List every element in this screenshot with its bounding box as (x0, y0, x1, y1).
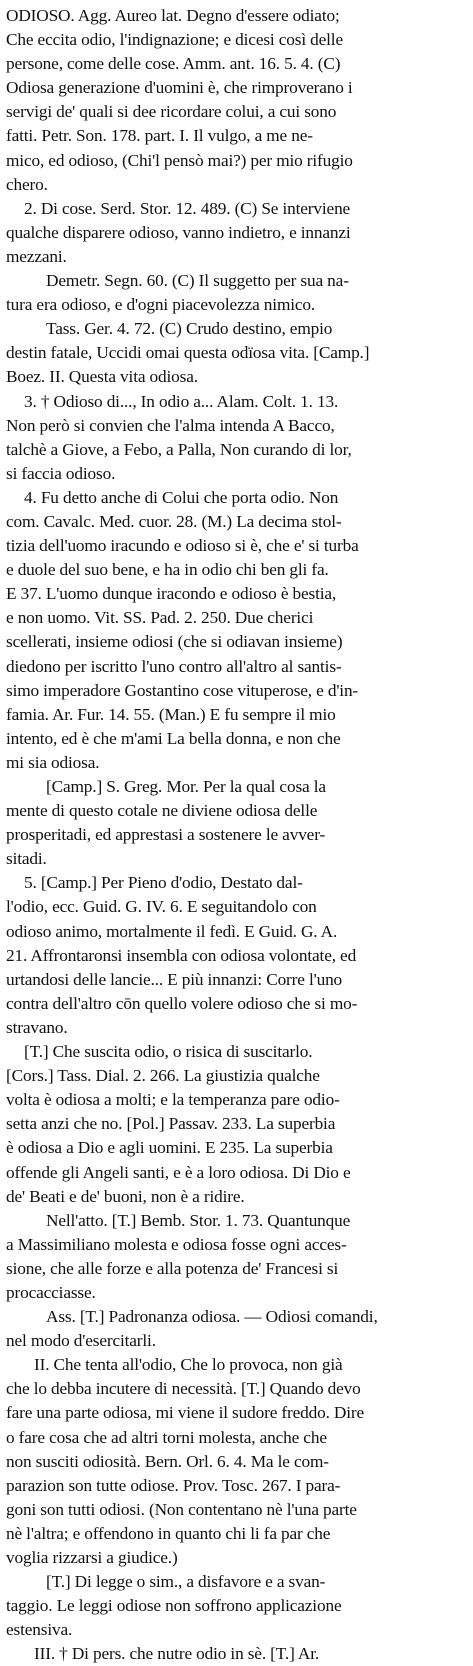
text-line: Boez. II. Questa vita odiosa. (6, 367, 198, 387)
text-line: 5. [Camp.] Per Pieno d'odio, Destato dal- (24, 873, 303, 893)
text-line: famia. Ar. Fur. 14. 55. (Man.) E fu sempre il mio (6, 704, 336, 724)
text-line: fare una parte odiosa, mi viene il sudore freddo. Dire (6, 1403, 365, 1423)
text-line: scellerati, insieme odiosi (che si odiavan insieme) (6, 632, 343, 652)
text-line: [T.] Che suscita odio, o risica di suscitarlo. (24, 1042, 313, 1062)
text-line: de' Beati e de' buoni, non è a ridire. (6, 1186, 245, 1206)
text-line: mico, ed odioso, (Chi'l pensò mai?) per mio rifugio (6, 150, 353, 170)
text-line: III. † Di pers. che nutre odio in sè. [T.] Ar. (34, 1644, 320, 1664)
text-line: com. Cavalc. Med. cuor. 28. (M.) La decima stol- (6, 511, 342, 531)
text-line: procacciasse. (6, 1282, 96, 1302)
text-line: Non però si convien che l'alma intenda A Bacco, (6, 415, 335, 435)
text-line: nel modo d'esercitarli. (6, 1331, 156, 1351)
text-line: [T.] Di legge o sim., a disfavore e a svan- (46, 1572, 326, 1592)
text-line: urtandosi delle lancie... E più innanzi: Corre l'uno (6, 969, 343, 989)
text-line: sitadi. (6, 849, 47, 869)
text-line: 2. Di cose. Serd. Stor. 12. 489. (C) Se interviene (24, 198, 351, 218)
text-line: persone, come delle cose. Amm. ant. 16. 5. 4. (C) (6, 54, 341, 74)
text-line: E 37. L'uomo dunque iracondo e odioso è bestia, (6, 584, 337, 604)
text-line: si faccia odioso. (6, 463, 116, 483)
text-line: l'odio, ecc. Guid. G. IV. 6. E seguitandolo con (6, 897, 317, 917)
text-line: Tass. Ger. 4. 72. (C) Crudo destino, empio (46, 319, 333, 339)
text-line: diedono per iscritto l'uno contro all'altro al santis- (6, 656, 342, 676)
text-line: Nell'atto. [T.] Bemb. Stor. 1. 73. Quantunque (46, 1210, 351, 1230)
text-line: servigi de' quali si dee ricordare colui, a cui sono (6, 102, 337, 122)
text-line: mi sia odiosa. (6, 752, 100, 772)
text-line: mente di questo cotale ne diviene odiosa delle (6, 801, 318, 821)
text-line: talchè a Giove, a Febo, a Palla, Non curando di lor, (6, 439, 352, 459)
text-line: è odiosa a Dio e agli uomini. E 235. La superbia (6, 1138, 333, 1158)
text-line: ODIOSO. Agg. Aureo lat. Degno d'essere odiato; (6, 6, 340, 25)
text-line: sione, che alle forze e alla potenza de' Francesi si (6, 1258, 339, 1278)
text-line: volta è odiosa a molti; e la temperanza pare odio- (6, 1090, 340, 1110)
text-line: intento, ed è che m'ami La bella donna, e non che (6, 728, 341, 748)
text-line: nè l'altra; e offendono in quanto chi li fa par che (6, 1523, 331, 1543)
text-line: voglia rizzarsi a giudice.) (6, 1548, 178, 1567)
text-line: a Massimiliano molesta e odiosa fosse ogni acces- (6, 1234, 347, 1254)
text-line: parazion son tutte odiose. Prov. Tosc. 267. I para- (6, 1475, 341, 1495)
text-line: tizia dell'uomo iracundo e odioso si è, che e' si turba (6, 536, 359, 556)
text-line: Demetr. Segn. 60. (C) Il suggetto per sua na- (46, 271, 349, 291)
text-line: stravano. (6, 1017, 68, 1037)
text-line: taggio. Le leggi odiose non soffrono applicazione (6, 1596, 342, 1616)
text-line: 3. † Odioso di..., In odio a... Alam. Colt. 1. 13. (24, 391, 339, 411)
text-line: che lo debba incutere di necessità. [T.] Quando devo (6, 1379, 361, 1399)
text-line: goni son tutti odiosi. (Non contentano nè l'una parte (6, 1499, 357, 1519)
text-line: mezzani. (6, 246, 67, 266)
text-line: tura era odioso, e d'ogni piacevolezza nimico. (6, 295, 316, 315)
text-line: 21. Affrontaronsi insembla con odiosa volontate, ed (6, 945, 357, 965)
text-line: offende gli Angeli santi, e è a loro odiosa. Di Dio e (6, 1162, 351, 1182)
text-line: simo imperadore Gostantino cose vituperose, e d'in- (6, 680, 359, 700)
text-line: fatti. Petr. Son. 178. part. I. Il vulgo, a me ne- (6, 126, 313, 146)
text-line: estensiva. (6, 1620, 73, 1640)
text-line: Odiosa generazione d'uomini è, che rimproverano i (6, 78, 353, 98)
text-line: non susciti odiosità. Bern. Orl. 6. 4. Ma le com- (6, 1451, 329, 1471)
text-line: e non uomo. Vit. SS. Pad. 2. 250. Due cherici (6, 608, 314, 628)
text-line: qualche disparere odioso, vanno indietro, e innanzi (6, 222, 351, 242)
text-line: setta anzi che no. [Pol.] Passav. 233. La superbia (6, 1114, 336, 1134)
text-line: contra dell'altro cōn quello volere odioso che si mo- (6, 993, 358, 1013)
text-line: II. Che tenta all'odio, Che lo provoca, non già (34, 1355, 343, 1375)
text-line: prosperitadi, ed apprestasi a sostenere le avver- (6, 825, 326, 845)
text-line: [Camp.] S. Greg. Mor. Per la qual cosa la (46, 777, 326, 796)
text-line: e duole del suo bene, e ha in odio chi ben gli fa. (6, 560, 329, 580)
text-line: Ass. [T.] Padronanza odiosa. — Odiosi comandi, (46, 1307, 378, 1327)
text-line: odioso animo, mortalmente il fedì. E Guid. G. A. (6, 921, 338, 941)
text-line: [Cors.] Tass. Dial. 2. 266. La giustizia qualche (6, 1066, 320, 1086)
text-line: o fare cosa che ad altri torni molesta, anche che (6, 1427, 327, 1447)
text-line: 4. Fu detto anche di Colui che porta odio. Non (24, 487, 339, 507)
text-line: chero. (6, 174, 48, 194)
text-line: destin fatale, Uccidi omai questa odïosa vita. [Camp.] (6, 343, 370, 363)
text-line: Che eccita odio, l'indignazione; e dicesi così delle (6, 30, 343, 50)
